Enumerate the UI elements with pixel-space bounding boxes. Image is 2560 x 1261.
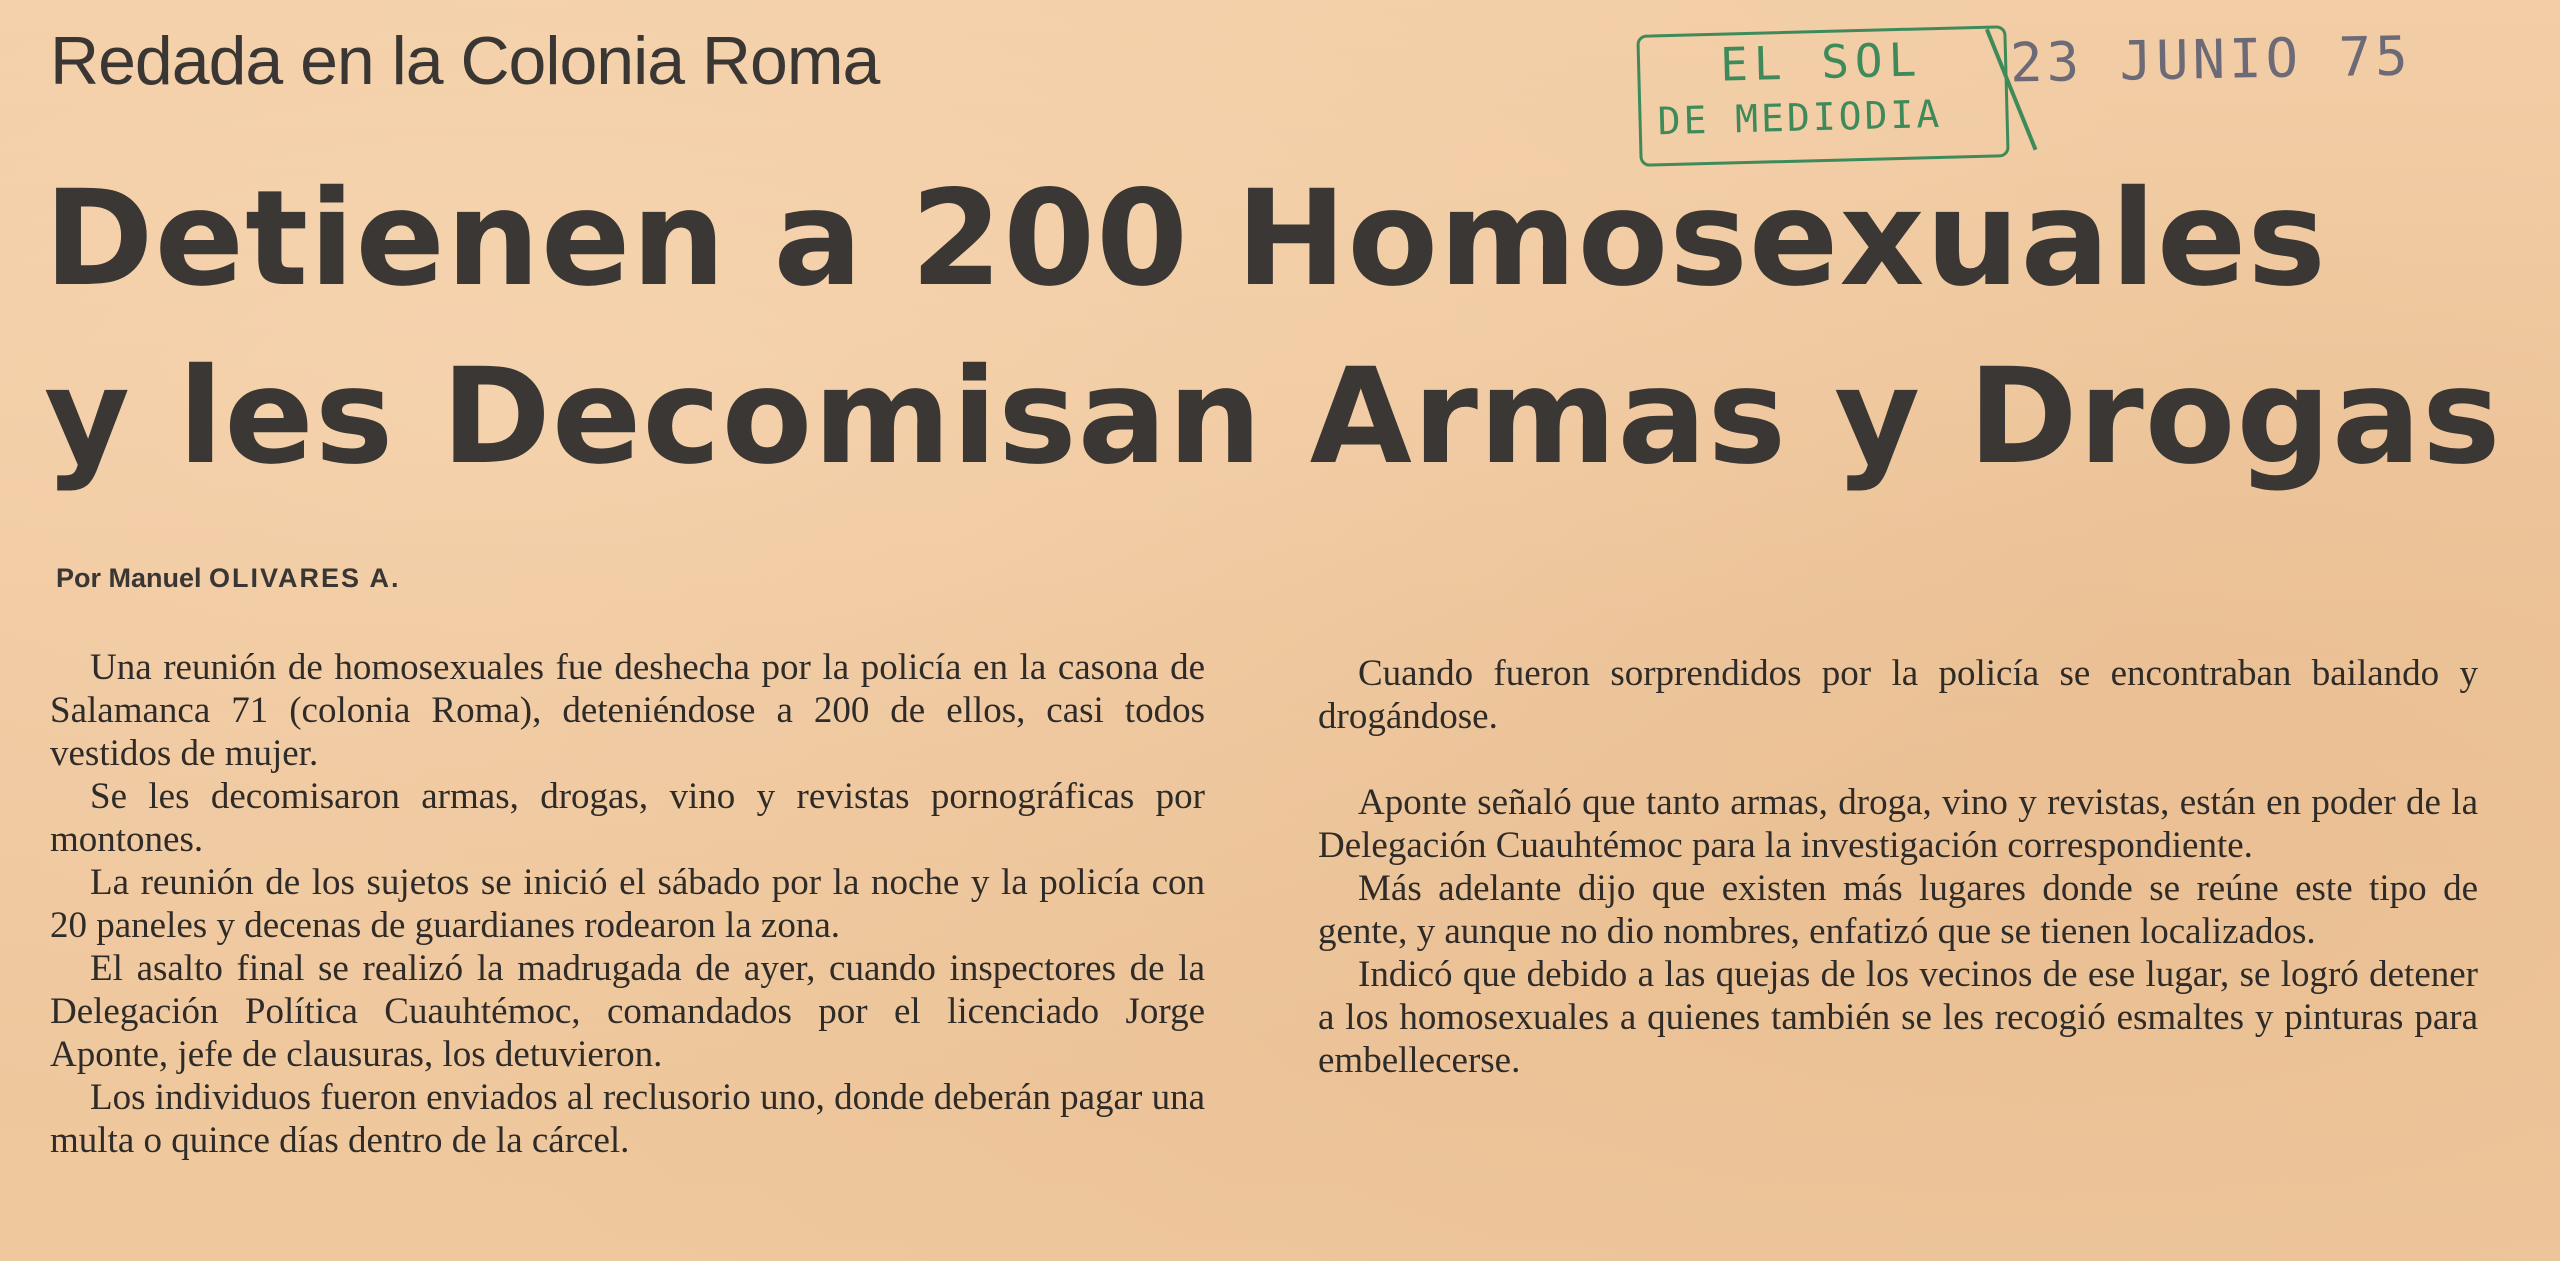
paragraph: Los individuos fueron enviados al reclusorio uno, donde deberán pagar una multa o quince días dentro de la cárcel. (50, 1077, 1205, 1161)
byline (56, 563, 401, 594)
paragraph: La reunión de los sujetos se inició el sábado por la noche y la policía con 20 paneles y decenas de guardianes rodearon la zona. (50, 862, 1205, 946)
paragraph: Indicó que debido a las quejas de los vecinos de ese lugar, se logró detener a los homosexuales a quienes también se les recogió esmaltes y pinturas para embellecerse. (1318, 954, 2478, 1081)
article-column-left (50, 646, 1205, 1162)
stamp-line-1: EL SOL (1719, 32, 1923, 92)
main-headline (44, 150, 2502, 506)
paragraph: Más adelante dijo que existen más lugares donde se reúne este tipo de gente, y aunque no dio nombres, enfatizó que se tienen localizados. (1318, 868, 2478, 952)
paragraph: Una reunión de homosexuales fue deshecha por la policía en la casona de Salamanca 71 (colonia Roma), deteniéndose a 200 de ellos, casi todos vestidos de mujer. (50, 647, 1205, 774)
paragraph: Cuando fueron sorprendidos por la policía se encontraban bailando y drogándose. (1318, 653, 2478, 737)
paragraph: Aponte señaló que tanto armas, droga, vino y revistas, están en poder de la Delegación Cuauhtémoc para la investigación correspondiente. (1318, 782, 2478, 866)
paragraph: Se les decomisaron armas, drogas, vino y revistas pornográficas por montones. (50, 776, 1205, 860)
headline-line-1: Detienen a 200 Homosexuales (44, 162, 2327, 316)
byline-prefix: Por Manuel (56, 563, 202, 593)
newspaper-stamp (1636, 25, 2009, 167)
article-column-right (1318, 652, 2478, 1082)
headline-line-2: y les Decomisan Armas y Drogas (44, 340, 2502, 494)
paragraph: El asalto final se realizó la madrugada de ayer, cuando inspectores de la Delegación Política Cuauhtémoc, comandados por el licenciado Jorge Aponte, jefe de clausuras, los detuvieron. (50, 948, 1205, 1075)
stamp-line-2: DE MEDIODIA (1657, 91, 1943, 144)
byline-author: OLIVARES A. (209, 563, 401, 593)
handwritten-date: 23 JUNIO 75 (2009, 24, 2413, 95)
kicker-headline: Redada en la Colonia Roma (50, 23, 880, 99)
